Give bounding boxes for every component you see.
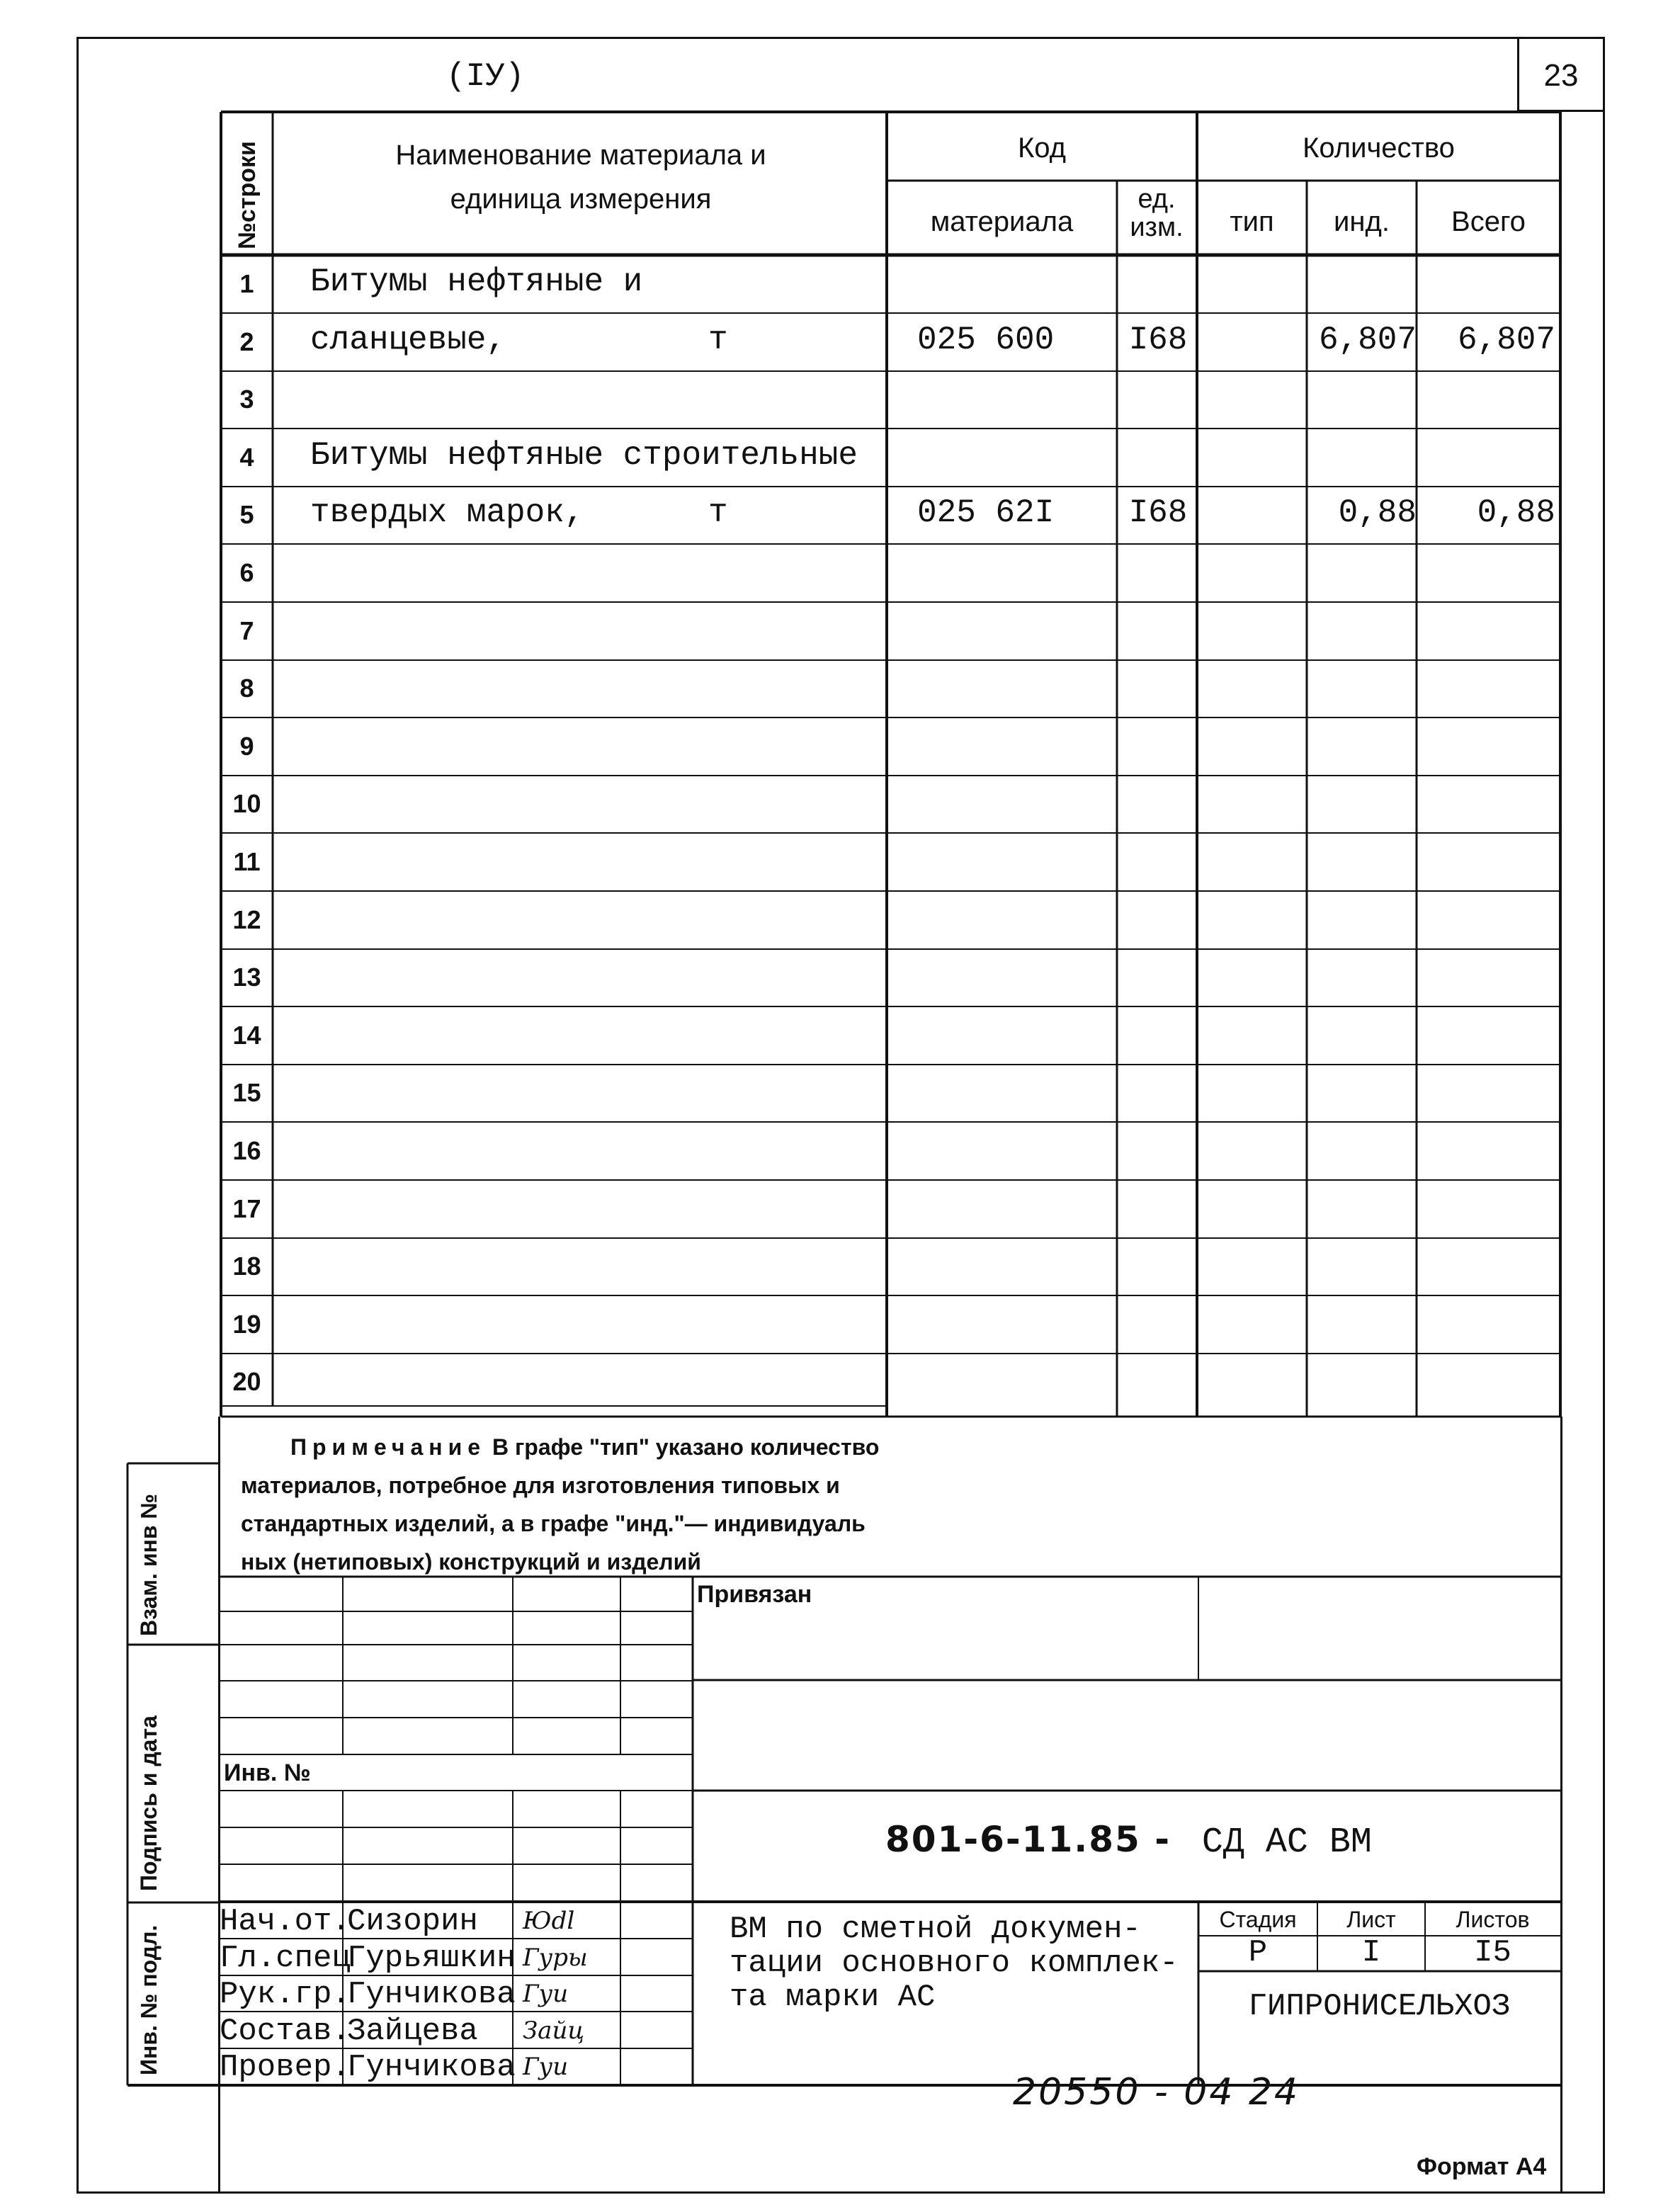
signer-row — [0, 2048, 708, 2085]
sheets-value: I5 — [1474, 1935, 1511, 1970]
signer-name: Сизорин — [347, 1904, 478, 1939]
material-name: твердых марок, — [310, 494, 584, 532]
signer-signature: Зайц — [523, 2016, 585, 2045]
note-line-3: стандартных изделий, а в графе "инд."— индивидуаль — [241, 1511, 866, 1536]
row-number: 10 — [232, 789, 261, 819]
col-row-number-header: №строки — [234, 141, 261, 249]
signer-row — [0, 1902, 708, 1939]
row-number: 1 — [239, 269, 254, 298]
row-number: 20 — [232, 1367, 261, 1397]
signer-signature: Юdl — [523, 1907, 575, 1935]
signer-name: Зайцева — [347, 2013, 478, 2049]
note-line-1: В графе "тип" указано количество — [492, 1434, 880, 1460]
inv-no-label: Инв. № — [224, 1759, 311, 1786]
material-name: Битумы нефтяные и — [310, 263, 643, 300]
side-label-vzam-inv: Взам. инв № — [136, 1493, 161, 1636]
document-number: 801-6-11.85 - — [885, 1819, 1171, 1860]
note-line-4: ных (нетиповых) конструкций и изделий — [241, 1549, 701, 1575]
row-number: 6 — [239, 558, 254, 587]
col-unit-header: ед. изм. — [1130, 184, 1184, 242]
qty-total: 0,88 — [1477, 494, 1555, 532]
signer-name: Гурьяшкин — [347, 1940, 516, 1976]
qty-individual: 0,88 — [1338, 494, 1417, 532]
stage-value: Р — [1248, 1935, 1268, 1970]
sheet-label: Лист — [1346, 1907, 1396, 1932]
signer-signature: Гуры — [523, 1943, 588, 1972]
side-label-podpis-data: Подпись и дата — [136, 1715, 161, 1891]
row-number: 5 — [239, 500, 254, 530]
row-number: 11 — [233, 847, 261, 876]
doc-title-line-3: та марки АС — [730, 1980, 936, 2015]
document-mark: СД АС ВМ — [1201, 1822, 1372, 1863]
material-code: 025 62I — [917, 494, 1055, 532]
material-name: сланцевые, — [310, 321, 506, 358]
row-number: 16 — [232, 1136, 261, 1165]
col-ind-header: инд. — [1334, 206, 1390, 237]
sheets-label: Листов — [1456, 1907, 1530, 1932]
row-number: 12 — [232, 904, 261, 934]
qty-individual: 6,807 — [1318, 321, 1417, 358]
material-unit-letter: т — [708, 494, 728, 532]
col-type-header: тип — [1230, 206, 1274, 237]
row-number: 4 — [239, 442, 254, 472]
material-code: 025 600 — [917, 321, 1055, 358]
signer-signature: Гуи — [523, 2053, 569, 2082]
organization-name: ГИПРОНИСЕЛЬХОЗ — [1248, 1989, 1511, 2024]
signer-role: Нач.от. — [220, 1904, 351, 1939]
signer-name: Гунчикова — [347, 2050, 516, 2086]
signer-role: Гл.спец — [220, 1940, 351, 1976]
signer-signature: Гуи — [523, 1980, 569, 2009]
unit-code: I68 — [1128, 494, 1188, 532]
signer-role: Рук.гр. — [220, 1977, 351, 2013]
sheet-value: I — [1361, 1935, 1381, 1970]
signer-row — [0, 1975, 708, 2012]
signer-role: Состав. — [220, 2013, 351, 2049]
note-heading: Примечание — [290, 1434, 487, 1460]
col-name-header: Наименование материала и единица измерения — [395, 140, 766, 215]
material-name: Битумы нефтяные строительные — [310, 436, 858, 474]
handwritten-archive-number: 20550 - 04 24 — [1013, 2071, 1300, 2114]
row-number: 15 — [232, 1078, 261, 1108]
row-number: 3 — [239, 385, 254, 414]
row-number: 19 — [232, 1309, 261, 1339]
material-unit-letter: т — [708, 321, 728, 358]
col-quantity-header: Количество — [1303, 132, 1455, 164]
document-title — [730, 1912, 1179, 2014]
page-number: 23 — [1543, 58, 1579, 93]
row-number: 14 — [232, 1020, 261, 1050]
document-code — [885, 1819, 1372, 1863]
col-code-header: Код — [1017, 132, 1066, 164]
row-number: 7 — [239, 616, 254, 645]
format-label: Формат А4 — [1417, 2153, 1547, 2180]
side-label-inv-podl: Инв. № подл. — [136, 1924, 161, 2075]
row-number: 2 — [239, 327, 254, 356]
signer-role: Провер. — [220, 2050, 351, 2086]
signer-row — [0, 2012, 708, 2049]
signer-row — [0, 1939, 708, 1976]
privyazan-label: Привязан — [697, 1581, 812, 1608]
doc-title-line-2: тации основного комплек- — [730, 1946, 1179, 1981]
qty-total: 6,807 — [1457, 321, 1555, 358]
row-number: 17 — [232, 1193, 261, 1223]
col-material-code-header: материала — [930, 206, 1074, 237]
note-line-2: материалов, потребное для изготовления типовых и — [241, 1473, 840, 1498]
row-number: 9 — [239, 731, 254, 761]
doc-title-line-1: ВМ по сметной докумен- — [730, 1912, 1141, 1947]
row-number: 8 — [239, 674, 254, 703]
unit-code: I68 — [1128, 321, 1188, 358]
row-number: 18 — [232, 1252, 261, 1281]
row-number: 13 — [232, 963, 261, 992]
signer-name: Гунчикова — [347, 1977, 516, 2013]
stage-label: Стадия — [1219, 1907, 1297, 1932]
col-total-header: Всего — [1451, 206, 1526, 237]
section-label: (IУ) — [446, 58, 525, 95]
